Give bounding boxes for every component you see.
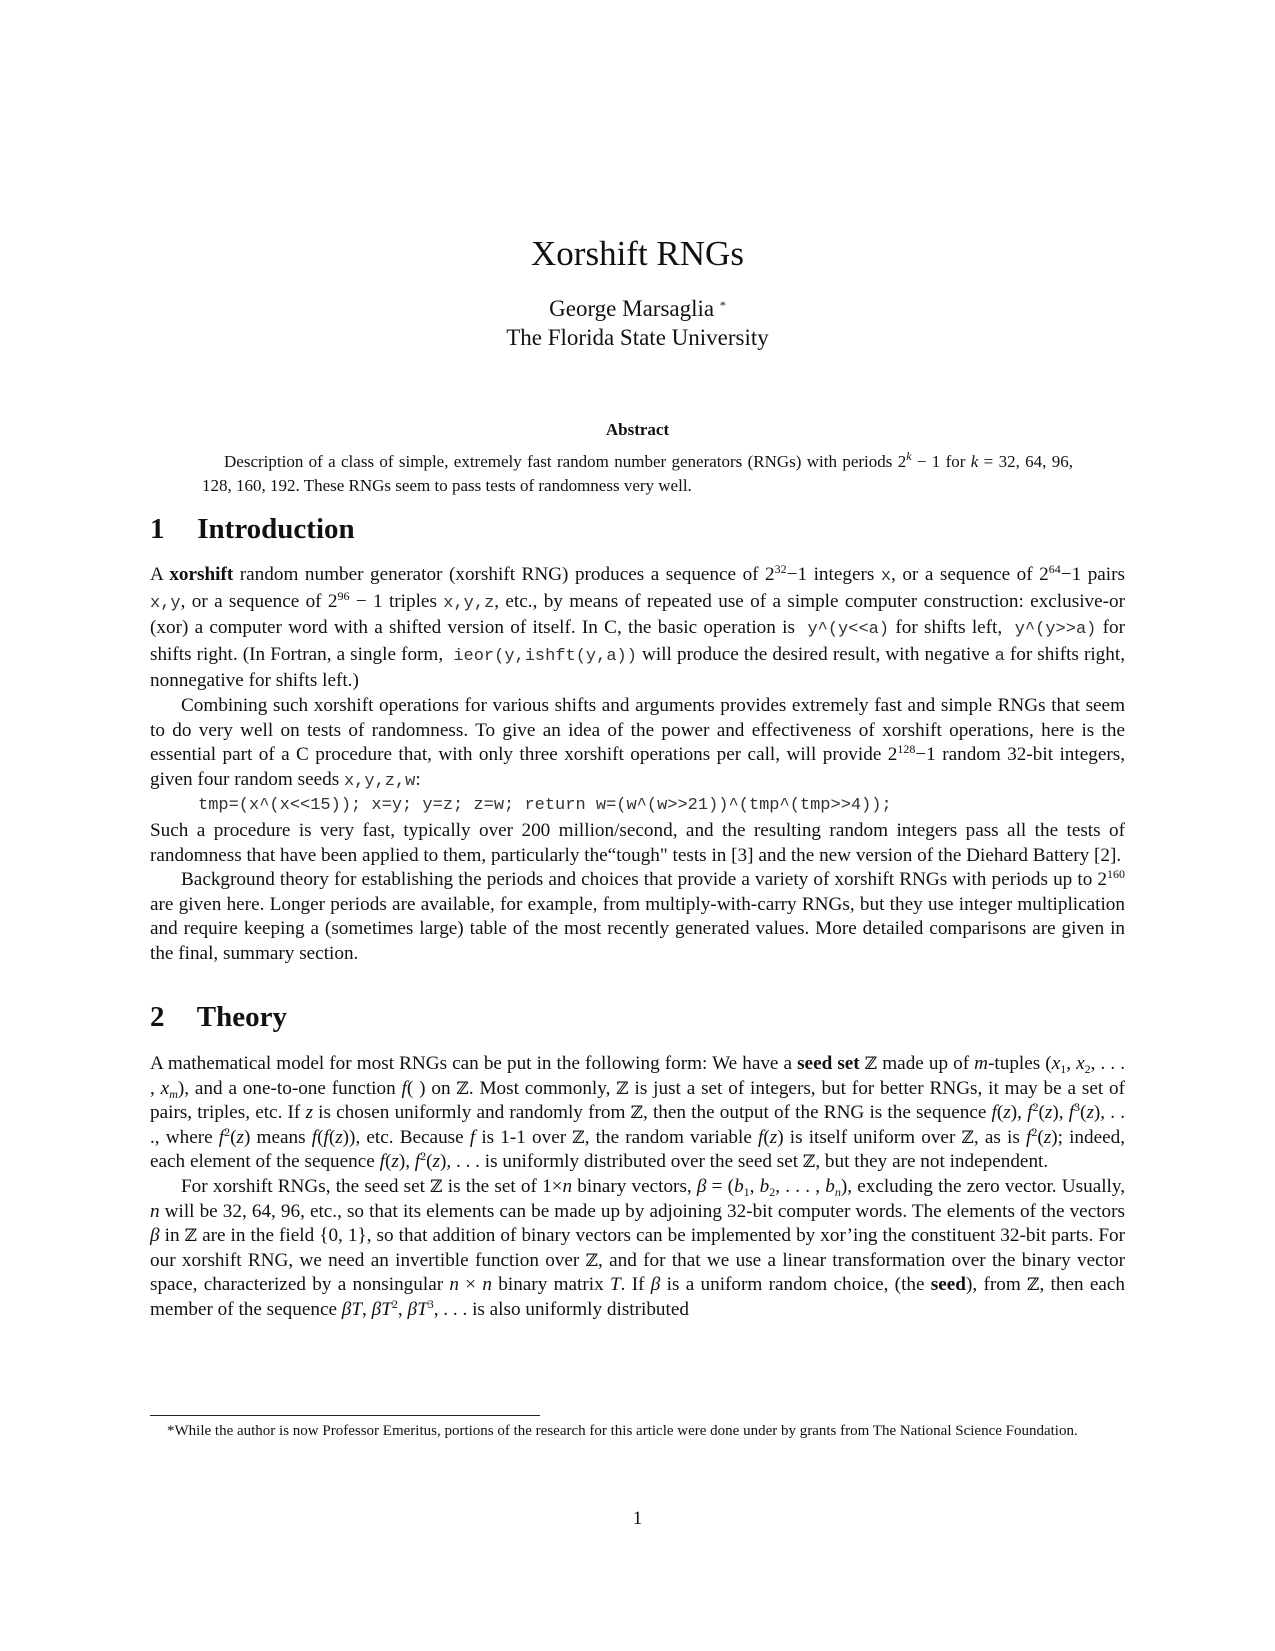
theory-paragraph-1: A mathematical model for most RNGs can be put in the following form: We have a seed set ℤ made up of m-tuples ($x_1$, $x_2$, . . . , $x_m$), and a one-to-one function f( ) on ℤ. Most commonly, ℤ is just a set of integers, but for better RNGs, it may be a set of pairs, triples, etc. If z is chosen uniformly and randomly from ℤ, then the output of the RNG is the sequence f(z), $f^2(z)$, $f^3(z)$, . . ., where $f^2(z)$ means f(f(z)), etc. Because f is 1-1 over ℤ, the random variable f(z) is itself uniform over ℤ, as is $f^2(z)$; indeed, each element of the sequence f(z), $f^2(z)$, . . . is uniformly distributed over the seed set ℤ, but they are not independent. xyxy=(150,1053,1126,1173)
author-name: George Marsaglia xyxy=(549,296,715,321)
author-footnote-mark: * xyxy=(719,298,726,312)
code-snippet: tmp=(x^(x<<15)); x=y; y=z; z=w; return w=(w^(w>>21))^(tmp^(tmp>>4)); xyxy=(198,796,892,816)
intro-paragraph-1: A xorshift random number generator (xorshift RNG) produces a sequence of $2^{32}-1$ integers x, or a sequence of $2^{64}-1$ pairs x,y, or a sequence of $2^{96} - 1$ triples x,y,z, etc., by means of repeated use of a simple computer construction: exclusive-or (xor) a computer word with a shifted version of itself. In C, the basic operation is y^(y<<a) for shifts left, y^(y>>a) for shifts right. (In Fortran, a single form, ieor(y,ishft(y,a)) will produce the desired result, with negative a for shifts right, nonnegative for shifts left.) xyxy=(150,562,1126,692)
affiliation: The Florida State University xyxy=(506,325,769,350)
section-heading-introduction xyxy=(150,512,355,546)
section-number: 1 xyxy=(150,513,165,545)
section-heading-theory xyxy=(150,1000,287,1034)
section-title: Introduction xyxy=(197,513,355,545)
introduction-body xyxy=(150,563,1125,967)
theory-paragraph-2: For xorshift RNGs, the seed set ℤ is the set of 1×n binary vectors, $\beta = (b_1$, $b_2$, . . . , $b_n$), excluding the zero vector. Usually, n will be 32, 64, 96, etc., so that its elements can be made up by adjoining 32-bit computer words. The elements of the vectors β in ℤ are in the field {0, 1}, so that addition of binary vectors can be implemented by xor’ing the constituent 32-bit parts. For our xorshift RNG, we need an invertible function over ℤ, and for that we use a linear transformation over the binary vector space, characterized by a nonsingular n × n binary matrix T. If β is a uniform random choice, (the seed), from ℤ, then each member of the sequence βT, $\beta T^2$, $\beta T^3$, . . . is also uniformly distributed xyxy=(150,1175,1126,1320)
author-line xyxy=(0,294,1275,323)
intro-paragraph-3: Such a procedure is very fast, typically over 200 million/second, and the resulting random integers pass all the tests of randomness that have been applied to them, particularly the“tough" tests in [3] and the new version of the Diehard Battery [2]. xyxy=(150,819,1125,866)
paper-title: Xorshift RNGs xyxy=(531,234,744,273)
page-number: 1 xyxy=(632,1508,643,1529)
footnote: *While the author is now Professor Emeritus, portions of the research for this article were done under by grants from The National Science Foundation. xyxy=(167,1423,1078,1439)
theory-body xyxy=(150,1052,1125,1323)
section-number: 2 xyxy=(150,1001,165,1033)
intro-paragraph-2: Combining such xorshift operations for various shifts and arguments provides extremely fast and simple RNGs that seem to do very well on tests of randomness. To give an idea of the power and effectiveness of xorshift operations, here is the essential part of a C procedure that, with only three xorshift operations per call, will provide $2^{128}-1$ random 32-bit integers, given four random seeds x,y,z,w: xyxy=(150,694,1126,791)
section-title: Theory xyxy=(196,1001,287,1033)
abstract-heading: Abstract xyxy=(605,420,670,439)
footnote-rule xyxy=(150,1415,540,1416)
abstract-body: Description of a class of simple, extremely fast random number generators (RNGs) with periods $2^k - 1$ for k = 32, 64, 96, 128, 160, 192. These RNGs seem to pass tests of randomness very well. xyxy=(202,449,1073,495)
intro-paragraph-4: Background theory for establishing the periods and choices that provide a variety of xorshift RNGs with periods up to $2^{160}$ are given here. Longer periods are available, for example, from multiply-with-carry RNGs, but they use integer multiplication and require keeping a (sometimes large) table of the most recently generated values. More detailed comparisons are given in the final, summary section. xyxy=(150,867,1125,964)
